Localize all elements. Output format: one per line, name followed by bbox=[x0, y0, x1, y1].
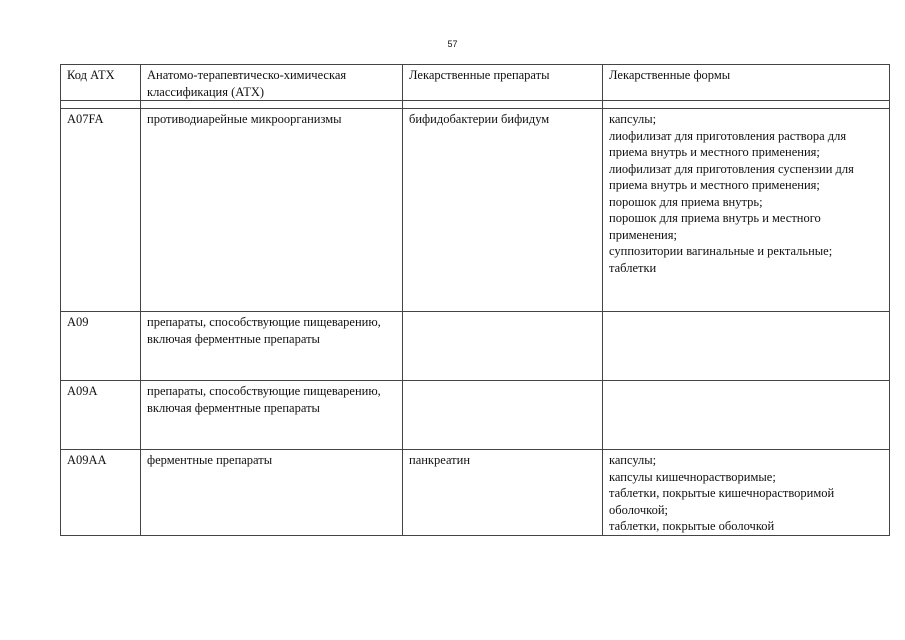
row-forms bbox=[603, 109, 890, 312]
form-item: таблетки, покрытые оболочкой bbox=[609, 519, 775, 533]
form-item: порошок для приема внутрь и местного применения; bbox=[609, 211, 821, 242]
header-code: Код АТХ bbox=[61, 65, 141, 101]
table-row bbox=[61, 450, 890, 536]
header-forms: Лекарственные формы bbox=[603, 65, 890, 101]
row-classification: ферментные препараты bbox=[141, 450, 403, 536]
row-drug: панкреатин bbox=[403, 450, 603, 536]
page-number: 57 bbox=[447, 39, 458, 49]
row-classification: препараты, способствующие пищеварению, включая ферментные препараты bbox=[141, 381, 403, 450]
row-code: A09 bbox=[61, 312, 141, 381]
row-drug bbox=[403, 381, 603, 450]
row-code: A07FA bbox=[61, 109, 141, 312]
table-row bbox=[61, 381, 890, 450]
row-classification: противодиарейные микроорганизмы bbox=[141, 109, 403, 312]
form-item: капсулы; bbox=[609, 453, 657, 467]
form-item: капсулы; bbox=[609, 112, 657, 126]
form-item: таблетки, покрытые кишечнорастворимой оболочкой; bbox=[609, 486, 835, 517]
form-item: лиофилизат для приготовления раствора для приема внутрь и местного применения; bbox=[609, 128, 847, 159]
header-classification: Анатомо-терапевтическо-химическая классификация (АТХ) bbox=[141, 65, 403, 101]
row-forms bbox=[603, 312, 890, 381]
row-forms bbox=[603, 381, 890, 450]
header-drugs: Лекарственные препараты bbox=[403, 65, 603, 101]
row-forms bbox=[603, 450, 890, 536]
form-item: суппозитории вагинальные и ректальные; bbox=[609, 244, 833, 258]
row-code: A09AA bbox=[61, 450, 141, 536]
atc-table bbox=[60, 64, 890, 536]
row-drug: бифидобактерии бифидум bbox=[403, 109, 603, 312]
row-code: A09A bbox=[61, 381, 141, 450]
row-classification: препараты, способствующие пищеварению, включая ферментные препараты bbox=[141, 312, 403, 381]
form-item: лиофилизат для приготовления суспензии для приема внутрь и местного применения; bbox=[609, 161, 854, 192]
form-item: порошок для приема внутрь; bbox=[609, 194, 763, 209]
table-row bbox=[61, 312, 890, 381]
form-item: таблетки bbox=[609, 260, 657, 275]
table-row bbox=[61, 109, 890, 312]
header-row bbox=[61, 65, 890, 101]
row-drug bbox=[403, 312, 603, 381]
form-item: капсулы кишечнорастворимые; bbox=[609, 469, 776, 484]
spacer-row bbox=[61, 101, 890, 109]
